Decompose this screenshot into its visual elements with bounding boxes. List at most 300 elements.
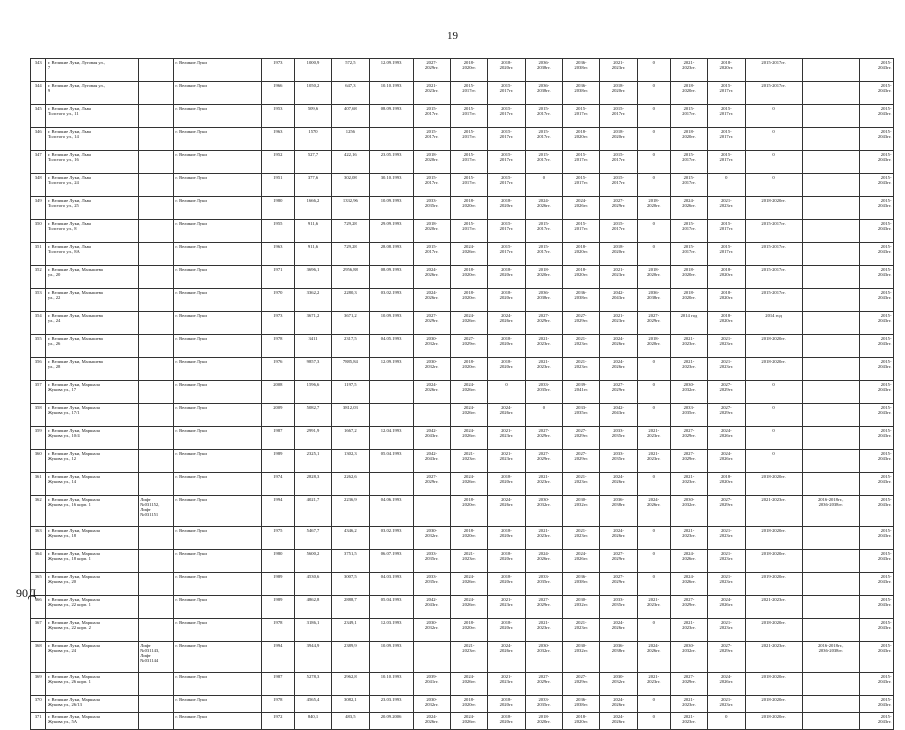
table-row [31, 696, 894, 713]
table-cell: 2024- 2026гг. [413, 266, 450, 289]
table-cell: 2027- 2029гг. [600, 550, 637, 573]
table-cell: 2021- 2023гг. [563, 619, 600, 642]
table-cell: 2033- 2035гг. [413, 573, 450, 596]
table-cell: 357 [31, 381, 46, 404]
table-cell: 1973 [261, 59, 294, 82]
table-cell: г. Великие Луки, Маршала Жукова ул., 10/4 [46, 427, 138, 450]
table-cell: 2015- 2017гг. [450, 105, 487, 128]
table-cell: 10.09.1993 [369, 312, 413, 335]
table-cell: 2018- 2020гг. [670, 82, 707, 105]
table-cell: 2018- 2020гг. [600, 243, 637, 266]
table-cell [138, 151, 173, 174]
table-cell: 2033- 2035гг. [600, 596, 637, 619]
table-cell [138, 266, 173, 289]
table-cell [138, 289, 173, 312]
table-cell: г. Великие Луки [173, 596, 261, 619]
table-cell [802, 427, 859, 450]
table-cell: 0 [745, 404, 802, 427]
table-cell: 2015- 2043гг. [859, 596, 893, 619]
table-cell: 509,6 [294, 105, 331, 128]
table-cell: 2015- 2043гг. [859, 450, 893, 473]
table-cell: 03.02.1993 [369, 289, 413, 312]
table-cell: г. Великие Луки [173, 381, 261, 404]
table-cell: 0 [488, 381, 525, 404]
table-row [31, 266, 894, 289]
table-cell: 2018- 2020гг. [413, 220, 450, 243]
table-cell: 2014 год [745, 312, 802, 335]
table-row [31, 673, 894, 696]
table-cell: 2036- 2038гг. [563, 82, 600, 105]
table-cell: 368 [31, 642, 46, 673]
table-cell: 2015- 2043гг. [859, 151, 893, 174]
table-cell: 1667,2 [332, 427, 369, 450]
table-cell [802, 696, 859, 713]
table-cell: 2027- 2029гг. [525, 596, 562, 619]
table-cell: 2018- 2020гг. [488, 266, 525, 289]
table-cell: 1197,5 [332, 381, 369, 404]
table-cell: 2349,1 [332, 619, 369, 642]
table-cell [802, 550, 859, 573]
table-cell: 2018- 2020гг. [488, 527, 525, 550]
table-cell: 0 [637, 243, 670, 266]
table-cell: 2027- 2029гг. [637, 312, 670, 335]
table-cell: 2024- 2026гг. [600, 358, 637, 381]
table-cell: 2015- 2043гг. [859, 266, 893, 289]
table-cell: 2015- 2017гг. [525, 220, 562, 243]
table-cell: 2015- 2043гг. [859, 642, 893, 673]
table-cell: 2018- 2020гг. [450, 496, 487, 527]
table-cell: 840,1 [294, 713, 331, 730]
table-cell: 647,3 [332, 82, 369, 105]
table-cell: 2021- 2023гг. [670, 713, 707, 730]
table-cell: 344 [31, 82, 46, 105]
table-cell: 0 [637, 59, 670, 82]
table-cell: 2027- 2029гг. [563, 673, 600, 696]
table-cell [802, 266, 859, 289]
table-cell: 4346,2 [332, 527, 369, 550]
table-cell: 2021- 2023гг. [708, 358, 745, 381]
table-cell: г. Великие Луки, Маршала Жукова ул., 14 [46, 473, 138, 496]
table-cell: 377,6 [294, 174, 331, 197]
table-cell: 2021- 2023гг. [450, 642, 487, 673]
table-cell: 2018- 2020гг. [488, 696, 525, 713]
table-cell: 360 [31, 450, 46, 473]
table-cell: г. Великие Луки [173, 527, 261, 550]
table-cell: 2021- 2023гг. [563, 358, 600, 381]
table-cell: 2021- 2023гг. [450, 550, 487, 573]
table-cell [802, 713, 859, 730]
table-row [31, 642, 894, 673]
table-cell: 2024- 2026гг. [563, 550, 600, 573]
table-cell: 2015- 2017гг. [488, 220, 525, 243]
table-cell: г. Великие Луки, Малышева ул., 24 [46, 312, 138, 335]
table-cell: 2015- 2017гг. [600, 174, 637, 197]
table-cell: г. Великие Луки, Маршала Жукова ул., 24 [46, 642, 138, 673]
table-cell: 0 [745, 105, 802, 128]
table-cell: 04.05.1993 [369, 335, 413, 358]
table-cell: г. Великие Луки [173, 151, 261, 174]
table-cell: 2027- 2029гг. [525, 312, 562, 335]
table-cell: 0 [637, 404, 670, 427]
table-cell: 1989 [261, 596, 294, 619]
table-cell: 0 [637, 105, 670, 128]
table-cell: 1971 [261, 266, 294, 289]
table-cell: 2015- 2043гг. [859, 197, 893, 220]
table-cell: 2024- 2026гг. [600, 619, 637, 642]
table-cell [138, 197, 173, 220]
table-cell: 2021- 2023гг. [637, 427, 670, 450]
table-cell: 08.09.1993 [369, 266, 413, 289]
table-cell: 2021- 2023гг. [637, 450, 670, 473]
table-cell: 3671,2 [332, 312, 369, 335]
table-cell: 2036- 2038гг. [600, 642, 637, 673]
table-cell: 2021- 2023гг. [563, 527, 600, 550]
table-cell [802, 289, 859, 312]
table-cell: г. Великие Луки, Льва Толстого ул., 8А [46, 243, 138, 266]
table-cell: г. Великие Луки [173, 696, 261, 713]
table-cell: г. Великие Луки [173, 312, 261, 335]
table-cell: 4530,6 [294, 573, 331, 596]
table-cell: 2036- 2038гг. [563, 59, 600, 82]
table-cell: 343 [31, 59, 46, 82]
table-cell: 911,6 [294, 220, 331, 243]
table-cell: 2015- 2017гг. [600, 151, 637, 174]
table-cell: 2018- 2020гг. [670, 266, 707, 289]
table-cell: 0 [745, 174, 802, 197]
table-cell: 2018- 2020гг. [563, 266, 600, 289]
table-cell: 362 [31, 496, 46, 527]
table-cell: 2033- 2035гг. [525, 381, 562, 404]
table-cell [802, 404, 859, 427]
table-cell: г. Великие Луки [173, 197, 261, 220]
table-cell: 2033- 2035гг. [525, 696, 562, 713]
table-cell: 1966 [261, 82, 294, 105]
table-cell: 2027- 2029гг. [525, 673, 562, 696]
table-cell: 10.10.1993 [369, 673, 413, 696]
table-cell: 2015- 2017гг. [670, 243, 707, 266]
table-cell: г. Великие Луки, Малышева ул., 28 [46, 358, 138, 381]
table-cell: 2030- 2032гг. [563, 496, 600, 527]
table-cell: 2033- 2035гг. [600, 450, 637, 473]
table-cell: г. Великие Луки, Льва Толстого ул., 25 [46, 197, 138, 220]
table-cell: 2024- 2026гг. [600, 527, 637, 550]
table-cell: 2015- 2017гг. [488, 82, 525, 105]
table-cell: 0 [637, 713, 670, 730]
table-cell: 2042- 2043гг. [600, 289, 637, 312]
table-cell: 2024- 2026гг. [488, 642, 525, 673]
table-cell: 0 [637, 527, 670, 550]
table-cell [138, 673, 173, 696]
table-cell: 2018- 2020гг. [670, 128, 707, 151]
table-cell: 2015-2017гг. [745, 243, 802, 266]
table-cell: 2015- 2043гг. [859, 496, 893, 527]
table-cell: 2015- 2043гг. [859, 243, 893, 266]
table-cell: 2021- 2023гг. [670, 619, 707, 642]
table-cell: г. Великие Луки, Маршала Жукова ул., 17 [46, 381, 138, 404]
table-cell: 2027- 2029гг. [413, 59, 450, 82]
table-cell: 2018- 2020гг. [525, 713, 562, 730]
table-cell: 2015- 2043гг. [859, 59, 893, 82]
table-cell: 356 [31, 358, 46, 381]
table-cell: 2888,7 [332, 596, 369, 619]
table-cell: г. Великие Луки, Малышева ул., 20 [46, 266, 138, 289]
table-cell: 2027- 2029гг. [413, 473, 450, 496]
table-cell: 30.10.1993 [369, 174, 413, 197]
table-cell: 2018- 2020гг. [708, 312, 745, 335]
table-cell: 2015- 2043гг. [859, 105, 893, 128]
table-cell: 2021- 2023гг. [708, 197, 745, 220]
table-cell [802, 619, 859, 642]
table-row [31, 335, 894, 358]
table-cell: 1973 [261, 312, 294, 335]
table-cell: 2014 год [670, 312, 707, 335]
table-cell: 2015- 2043гг. [859, 673, 893, 696]
table-cell [802, 151, 859, 174]
table-cell: г. Великие Луки, Льва Толстого ул., 11 [46, 105, 138, 128]
table-cell: 2024- 2026гг. [450, 473, 487, 496]
table-cell: 2015- 2017гг. [525, 128, 562, 151]
table-cell: 2018- 2020гг. [670, 289, 707, 312]
table-cell: 2236,9 [332, 496, 369, 527]
table-cell [138, 427, 173, 450]
table-cell: 2015- 2043гг. [859, 619, 893, 642]
table-cell: 0 [745, 381, 802, 404]
table-cell [802, 573, 859, 596]
table-cell [802, 312, 859, 335]
table-cell: Лифт №031143, Лифт №031144 [138, 642, 173, 673]
table-cell: 2015- 2043гг. [859, 220, 893, 243]
table-cell: 2015- 2017гг. [670, 174, 707, 197]
table-row [31, 289, 894, 312]
table-cell: 1000,9 [294, 59, 331, 82]
table-cell: 0 [745, 450, 802, 473]
table-cell: 0 [637, 573, 670, 596]
table-cell: 3751,5 [332, 550, 369, 573]
table-cell: 2018- 2020гг. [637, 335, 670, 358]
table-cell: 0 [745, 427, 802, 450]
table-cell [138, 404, 173, 427]
table-cell: г. Великие Луки [173, 220, 261, 243]
table-cell [413, 496, 450, 527]
table-cell: 2015- 2017гг. [708, 105, 745, 128]
table-cell: 2015- 2017гг. [670, 151, 707, 174]
table-cell: 2018-2020гг. [745, 335, 802, 358]
table-cell: г. Великие Луки [173, 82, 261, 105]
table-cell: 1978 [261, 335, 294, 358]
table-cell: г. Великие Луки [173, 128, 261, 151]
table-cell: 1596,6 [294, 381, 331, 404]
table-cell: 2024- 2026гг. [450, 381, 487, 404]
table-cell: 2021- 2023гг. [563, 335, 600, 358]
table-cell: 2015- 2017гг. [563, 105, 600, 128]
table-cell: 2018- 2020гг. [488, 573, 525, 596]
table-cell: 483,5 [332, 713, 369, 730]
table-cell: г. Великие Луки, Маршала Жукова ул., 20 [46, 573, 138, 596]
table-cell: 572,5 [332, 59, 369, 82]
table-cell: 352 [31, 266, 46, 289]
table-cell: 359 [31, 427, 46, 450]
table-cell: 2015- 2043гг. [859, 358, 893, 381]
table-cell: г. Великие Луки, Льва Толстого ул., 8 [46, 220, 138, 243]
table-cell: 2016-2018гг., 2036-2038гг. [802, 642, 859, 673]
table-cell: 2021- 2023гг. [525, 358, 562, 381]
table-cell: 354 [31, 312, 46, 335]
table-cell: 3812,03 [332, 404, 369, 427]
table-cell: г. Великие Луки [173, 289, 261, 312]
table-cell: 2015- 2043гг. [859, 527, 893, 550]
table-cell: 1963 [261, 128, 294, 151]
table-row [31, 473, 894, 496]
table-cell: 2024- 2026гг. [637, 642, 670, 673]
table-cell: 2024- 2026гг. [450, 713, 487, 730]
table-cell: 1989 [261, 450, 294, 473]
table-cell: г. Великие Луки, Луговая ул., 9 [46, 82, 138, 105]
table-cell: 2015- 2043гг. [859, 335, 893, 358]
table-cell [802, 358, 859, 381]
table-cell: 367 [31, 619, 46, 642]
table-cell: 2389,9 [332, 642, 369, 673]
table-cell: 2015- 2017гг. [525, 151, 562, 174]
table-cell: г. Великие Луки [173, 573, 261, 596]
table-cell: 2015- 2043гг. [859, 427, 893, 450]
table-row [31, 550, 894, 573]
table-cell: 0 [745, 151, 802, 174]
table-cell: г. Великие Луки, Маршала Жукова ул., 26/13 [46, 696, 138, 713]
table-cell: г. Великие Луки [173, 335, 261, 358]
table-cell: 1050,2 [294, 82, 331, 105]
table-row [31, 358, 894, 381]
table-cell: 2021- 2023гг. [708, 696, 745, 713]
table-cell: 2024- 2026гг. [670, 197, 707, 220]
table-cell: 04.03.1993 [369, 573, 413, 596]
table-cell: 2016-2018гг., 2036-2038гг. [802, 496, 859, 527]
table-cell: 2024- 2026гг. [450, 673, 487, 696]
table-cell: 1980 [261, 197, 294, 220]
table-row [31, 151, 894, 174]
table-cell: 1952 [261, 151, 294, 174]
table-cell: 3696,1 [294, 266, 331, 289]
table-cell: 2021- 2023гг. [525, 473, 562, 496]
table-cell: 2021-2023гг. [745, 642, 802, 673]
table-cell [802, 527, 859, 550]
table-cell: 911,6 [294, 243, 331, 266]
table-cell: 2024- 2026гг. [600, 335, 637, 358]
table-cell: г. Великие Луки, Маршала Жукова ул., 26 корп. 1 [46, 673, 138, 696]
table-cell: 05.04.1993 [369, 450, 413, 473]
table-cell: 366 [31, 596, 46, 619]
table-cell: 4862,8 [294, 596, 331, 619]
table-cell: 0 [637, 82, 670, 105]
table-cell [802, 220, 859, 243]
table-cell: 9857,3 [294, 358, 331, 381]
table-cell [413, 642, 450, 673]
table-cell: 12.04.1993 [369, 427, 413, 450]
table-cell: 2015- 2017гг. [450, 128, 487, 151]
table-cell [802, 105, 859, 128]
table-row [31, 197, 894, 220]
table-cell: 2015- 2017гг. [708, 82, 745, 105]
table-cell: 2024- 2026гг. [450, 596, 487, 619]
table-cell: 2015- 2017гг. [670, 220, 707, 243]
table-cell [138, 59, 173, 82]
table-cell [138, 473, 173, 496]
table-cell: 2033- 2035гг. [600, 427, 637, 450]
table-cell: 05.04.1993 [369, 596, 413, 619]
table-cell: 2027- 2029гг. [600, 381, 637, 404]
table-cell: 04.06.1993 [369, 496, 413, 527]
table-cell: 2018-2020гг. [745, 696, 802, 713]
table-cell: 12.09.1993 [369, 358, 413, 381]
table-cell: г. Великие Луки [173, 427, 261, 450]
table-cell: 2036- 2038гг. [525, 82, 562, 105]
table-cell: 2015- 2017гг. [450, 174, 487, 197]
table-cell: 2042- 2043гг. [413, 596, 450, 619]
table-cell: г. Великие Луки [173, 713, 261, 730]
table-cell: 2021- 2023гг. [708, 573, 745, 596]
table-cell [138, 550, 173, 573]
table-row [31, 573, 894, 596]
table-cell: 2018-2020гг. [745, 619, 802, 642]
table-cell: 2024- 2026гг. [450, 404, 487, 427]
table-cell: 2036- 2038гг. [600, 496, 637, 527]
table-cell: г. Великие Луки, Малышева ул., 26 [46, 335, 138, 358]
table-cell: 346 [31, 128, 46, 151]
table-cell: г. Великие Луки [173, 243, 261, 266]
table-cell: 2027- 2029гг. [600, 197, 637, 220]
table-cell: 2036- 2038гг. [637, 289, 670, 312]
table-cell [138, 619, 173, 642]
table-cell: 2021-2023гг. [745, 496, 802, 527]
table-cell: 0 [637, 473, 670, 496]
table-cell: г. Великие Луки, Маршала Жукова ул., 22 корп. 2 [46, 619, 138, 642]
table-cell: 2030- 2032гг. [413, 696, 450, 713]
table-cell: 2027- 2029гг. [708, 404, 745, 427]
table-row [31, 527, 894, 550]
table-cell: 2024- 2026гг. [600, 713, 637, 730]
table-cell: 2015- 2017гг. [600, 105, 637, 128]
table-cell: 1975 [261, 527, 294, 550]
table-cell: 08.09.1993 [369, 105, 413, 128]
table-cell [138, 450, 173, 473]
table-cell: 3082,1 [332, 696, 369, 713]
table-cell: 2015-2017гг. [745, 220, 802, 243]
table-cell [138, 220, 173, 243]
table-cell: 2030- 2032гг. [600, 673, 637, 696]
table-cell: 351 [31, 243, 46, 266]
table-cell: 0 [637, 220, 670, 243]
table-cell: г. Великие Луки [173, 59, 261, 82]
table-cell: 2325,1 [294, 450, 331, 473]
table-cell: 2024- 2026гг. [600, 473, 637, 496]
table-cell: 2036- 2038гг. [563, 289, 600, 312]
table-cell: 2027- 2029гг. [525, 450, 562, 473]
table-cell: г. Великие Луки [173, 266, 261, 289]
table-row [31, 596, 894, 619]
table-cell: 23.03.1993 [369, 696, 413, 713]
table-cell: 28.08.1993 [369, 243, 413, 266]
table-cell: 23.05.1993 [369, 151, 413, 174]
table-cell: 2030- 2032гг. [413, 358, 450, 381]
table-cell: 2015- 2017гг. [708, 128, 745, 151]
table-cell: 2018- 2020гг. [488, 197, 525, 220]
table-cell: 2018- 2020гг. [488, 550, 525, 573]
table-cell: 349 [31, 197, 46, 220]
table-cell: 03.02.1993 [369, 527, 413, 550]
table-cell: 2018- 2020гг. [563, 243, 600, 266]
table-cell: 2027- 2029гг. [670, 427, 707, 450]
table-cell: 2018- 2020гг. [708, 289, 745, 312]
table-cell: 5467,7 [294, 527, 331, 550]
